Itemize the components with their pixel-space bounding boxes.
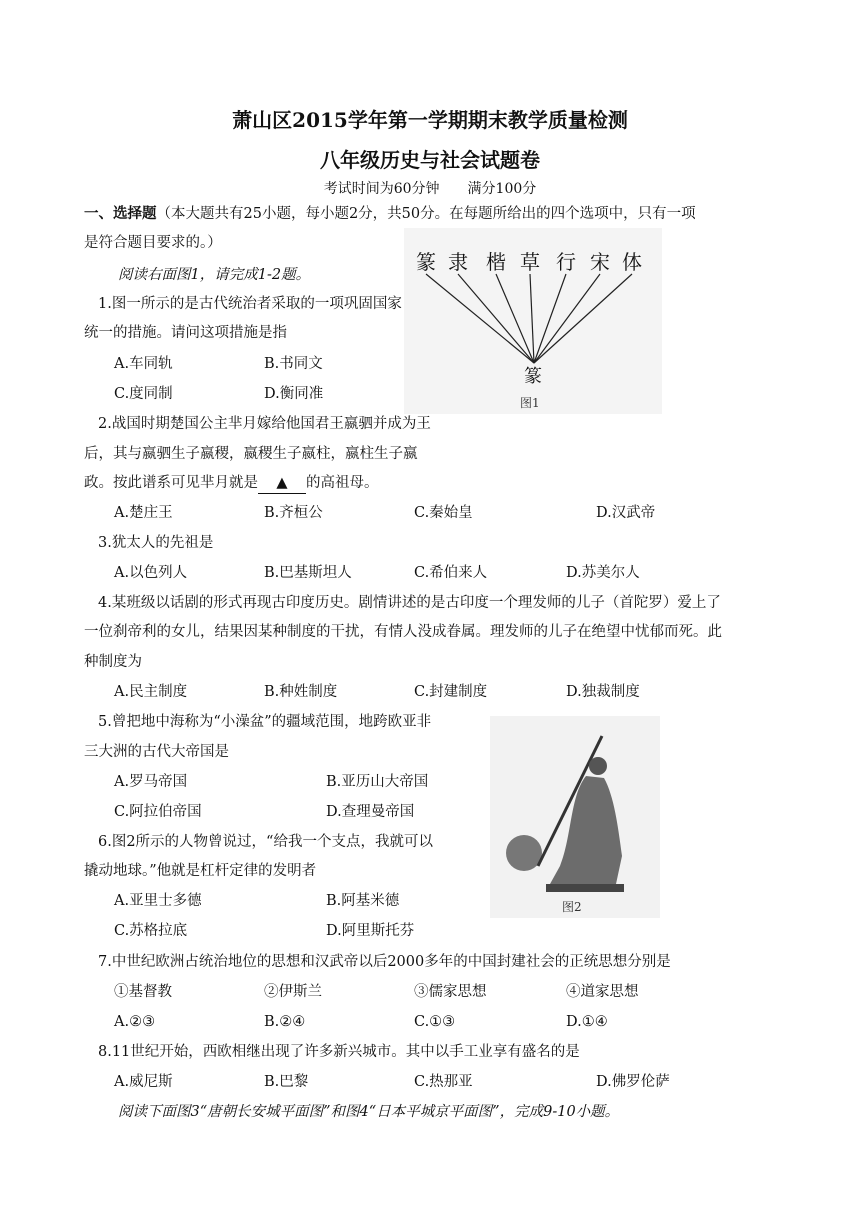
section-heading: 一、选择题: [84, 205, 157, 222]
q3-option-b: B.巴基斯坦人: [264, 565, 352, 581]
section-heading-line: [84, 204, 696, 224]
q6-text-1: 6.图2所示的人物曾说过，“给我一个支点，我就可以: [98, 834, 433, 850]
q5-option-b: B.亚历山大帝国: [326, 774, 429, 790]
q2-option-d: D.汉武帝: [596, 505, 656, 521]
q4-text-1: 4.某班级以话剧的形式再现古印度历史。剧情讲述的是古印度一个理发师的儿子（首陀罗）爱上了: [98, 595, 721, 611]
exam-title: 萧山区2015学年第一学期期末教学质量检测: [232, 108, 628, 132]
q3-option-a: A.以色列人: [114, 565, 188, 581]
q3-option-c: C.希伯来人: [414, 565, 488, 581]
exam-subtitle: 八年级历史与社会试题卷: [320, 148, 540, 172]
q3-text-1: 3.犹太人的先祖是: [98, 535, 214, 551]
figure-1-caption: 图1: [520, 396, 540, 410]
q1-text-2: 统一的措施。请问这项措施是指: [84, 325, 287, 341]
q6-option-c: C.苏格拉底: [114, 923, 188, 939]
figure-1: [404, 228, 662, 414]
glyph-2: 隶: [448, 250, 468, 274]
exam-score: 满分100分: [467, 181, 537, 197]
section-desc: （本大题共有25小题，每小题2分，共50分。在每题所给出的四个选项中，只有一项: [156, 206, 696, 222]
glyph-7: 体: [622, 250, 642, 274]
q7-option-b: B.②④: [264, 1014, 306, 1030]
q7-item-2: ②伊斯兰: [264, 984, 322, 1000]
q2-option-b: B.齐桓公: [264, 505, 323, 521]
q7-option-c: C.①③: [414, 1014, 456, 1030]
q7-item-3: ③儒家思想: [414, 984, 487, 1000]
q4-text-3: 种制度为: [84, 654, 142, 670]
q6-option-d: D.阿里斯托芬: [326, 923, 415, 939]
read-instruction-1: 阅读右面图1，请完成1-2题。: [118, 267, 311, 283]
glyph-6: 宋: [590, 250, 610, 274]
figure-2: [490, 716, 660, 918]
q8-text-1: 8.11世纪开始，西欧相继出现了许多新兴城市。其中以手工业享有盛名的是: [98, 1044, 580, 1060]
q3-option-d: D.苏美尔人: [566, 565, 640, 581]
q1-option-a: A.车同轨: [114, 356, 173, 372]
q4-option-d: D.独裁制度: [566, 684, 640, 700]
q1-text-1: 1.图一所示的是古代统治者采取的一项巩固国家: [98, 296, 402, 312]
q2-option-c: C.秦始皇: [414, 505, 473, 521]
q1-option-d: D.衡同准: [264, 386, 324, 402]
section-desc-2: 是符合题目要求的。）: [84, 235, 222, 251]
glyph-5: 行: [556, 250, 576, 274]
q4-option-a: A.民主制度: [114, 684, 188, 700]
exam-time: 考试时间为60分钟: [323, 181, 440, 197]
figure-2-caption: 图2: [562, 900, 582, 914]
answer-blank: ▲: [258, 473, 306, 494]
q8-option-a: A.威尼斯: [114, 1074, 173, 1090]
q4-option-b: B.种姓制度: [264, 684, 338, 700]
q2-text-1: 2.战国时期楚国公主芈月嫁给他国君王嬴驷并成为王: [98, 416, 431, 432]
q8-option-b: B.巴黎: [264, 1074, 309, 1090]
figure-2-drawing: [490, 716, 660, 918]
q1-option-c: C.度同制: [114, 386, 173, 402]
q2-text-3a: 政。按此谱系可见芈月就是: [84, 475, 258, 491]
q6-option-b: B.阿基米德: [326, 893, 400, 909]
read-instruction-2: 阅读下面图3“唐朝长安城平面图”和图4“日本平城京平面图”，完成9-10小题。: [118, 1104, 620, 1120]
q2-option-a: A.楚庄王: [114, 505, 173, 521]
q2-text-3: [84, 473, 379, 494]
q8-option-d: D.佛罗伦萨: [596, 1074, 670, 1090]
q2-text-2: 后，其与嬴驷生子嬴稷，嬴稷生子嬴柱，嬴柱生子嬴: [84, 446, 418, 462]
q5-option-c: C.阿拉伯帝国: [114, 804, 202, 820]
q4-option-c: C.封建制度: [414, 684, 488, 700]
q5-option-d: D.查理曼帝国: [326, 804, 415, 820]
q5-text-1: 5.曾把地中海称为“小澡盆”的疆域范围，地跨欧亚非: [98, 714, 432, 730]
q6-option-a: A.亚里士多德: [114, 893, 202, 909]
glyph-4: 草: [520, 250, 540, 274]
q1-option-b: B.书同文: [264, 356, 323, 372]
q7-text-1: 7.中世纪欧洲占统治地位的思想和汉武帝以后2000多年的中国封建社会的正统思想分别是: [98, 954, 671, 970]
q8-option-c: C.热那亚: [414, 1074, 473, 1090]
exam-meta: [0, 178, 860, 198]
glyph-3: 楷: [486, 250, 506, 274]
q7-option-a: A.②③: [114, 1014, 156, 1030]
q2-text-3b: 的高祖母。: [306, 475, 379, 491]
q6-text-2: 撬动地球。”他就是杠杆定律的发明者: [84, 863, 317, 879]
glyph-center: 篆: [524, 366, 542, 387]
q7-option-d: D.①④: [566, 1014, 608, 1030]
glyph-1: 篆: [416, 250, 436, 274]
q4-text-2: 一位刹帝利的女儿，结果因某种制度的干扰，有情人没成眷属。理发师的儿子在绝望中忧郁而死。此: [84, 624, 722, 640]
q7-item-4: ④道家思想: [566, 984, 639, 1000]
q5-text-2: 三大洲的古代大帝国是: [84, 744, 229, 760]
q5-option-a: A.罗马帝国: [114, 774, 188, 790]
q7-item-1: ①基督教: [114, 984, 172, 1000]
